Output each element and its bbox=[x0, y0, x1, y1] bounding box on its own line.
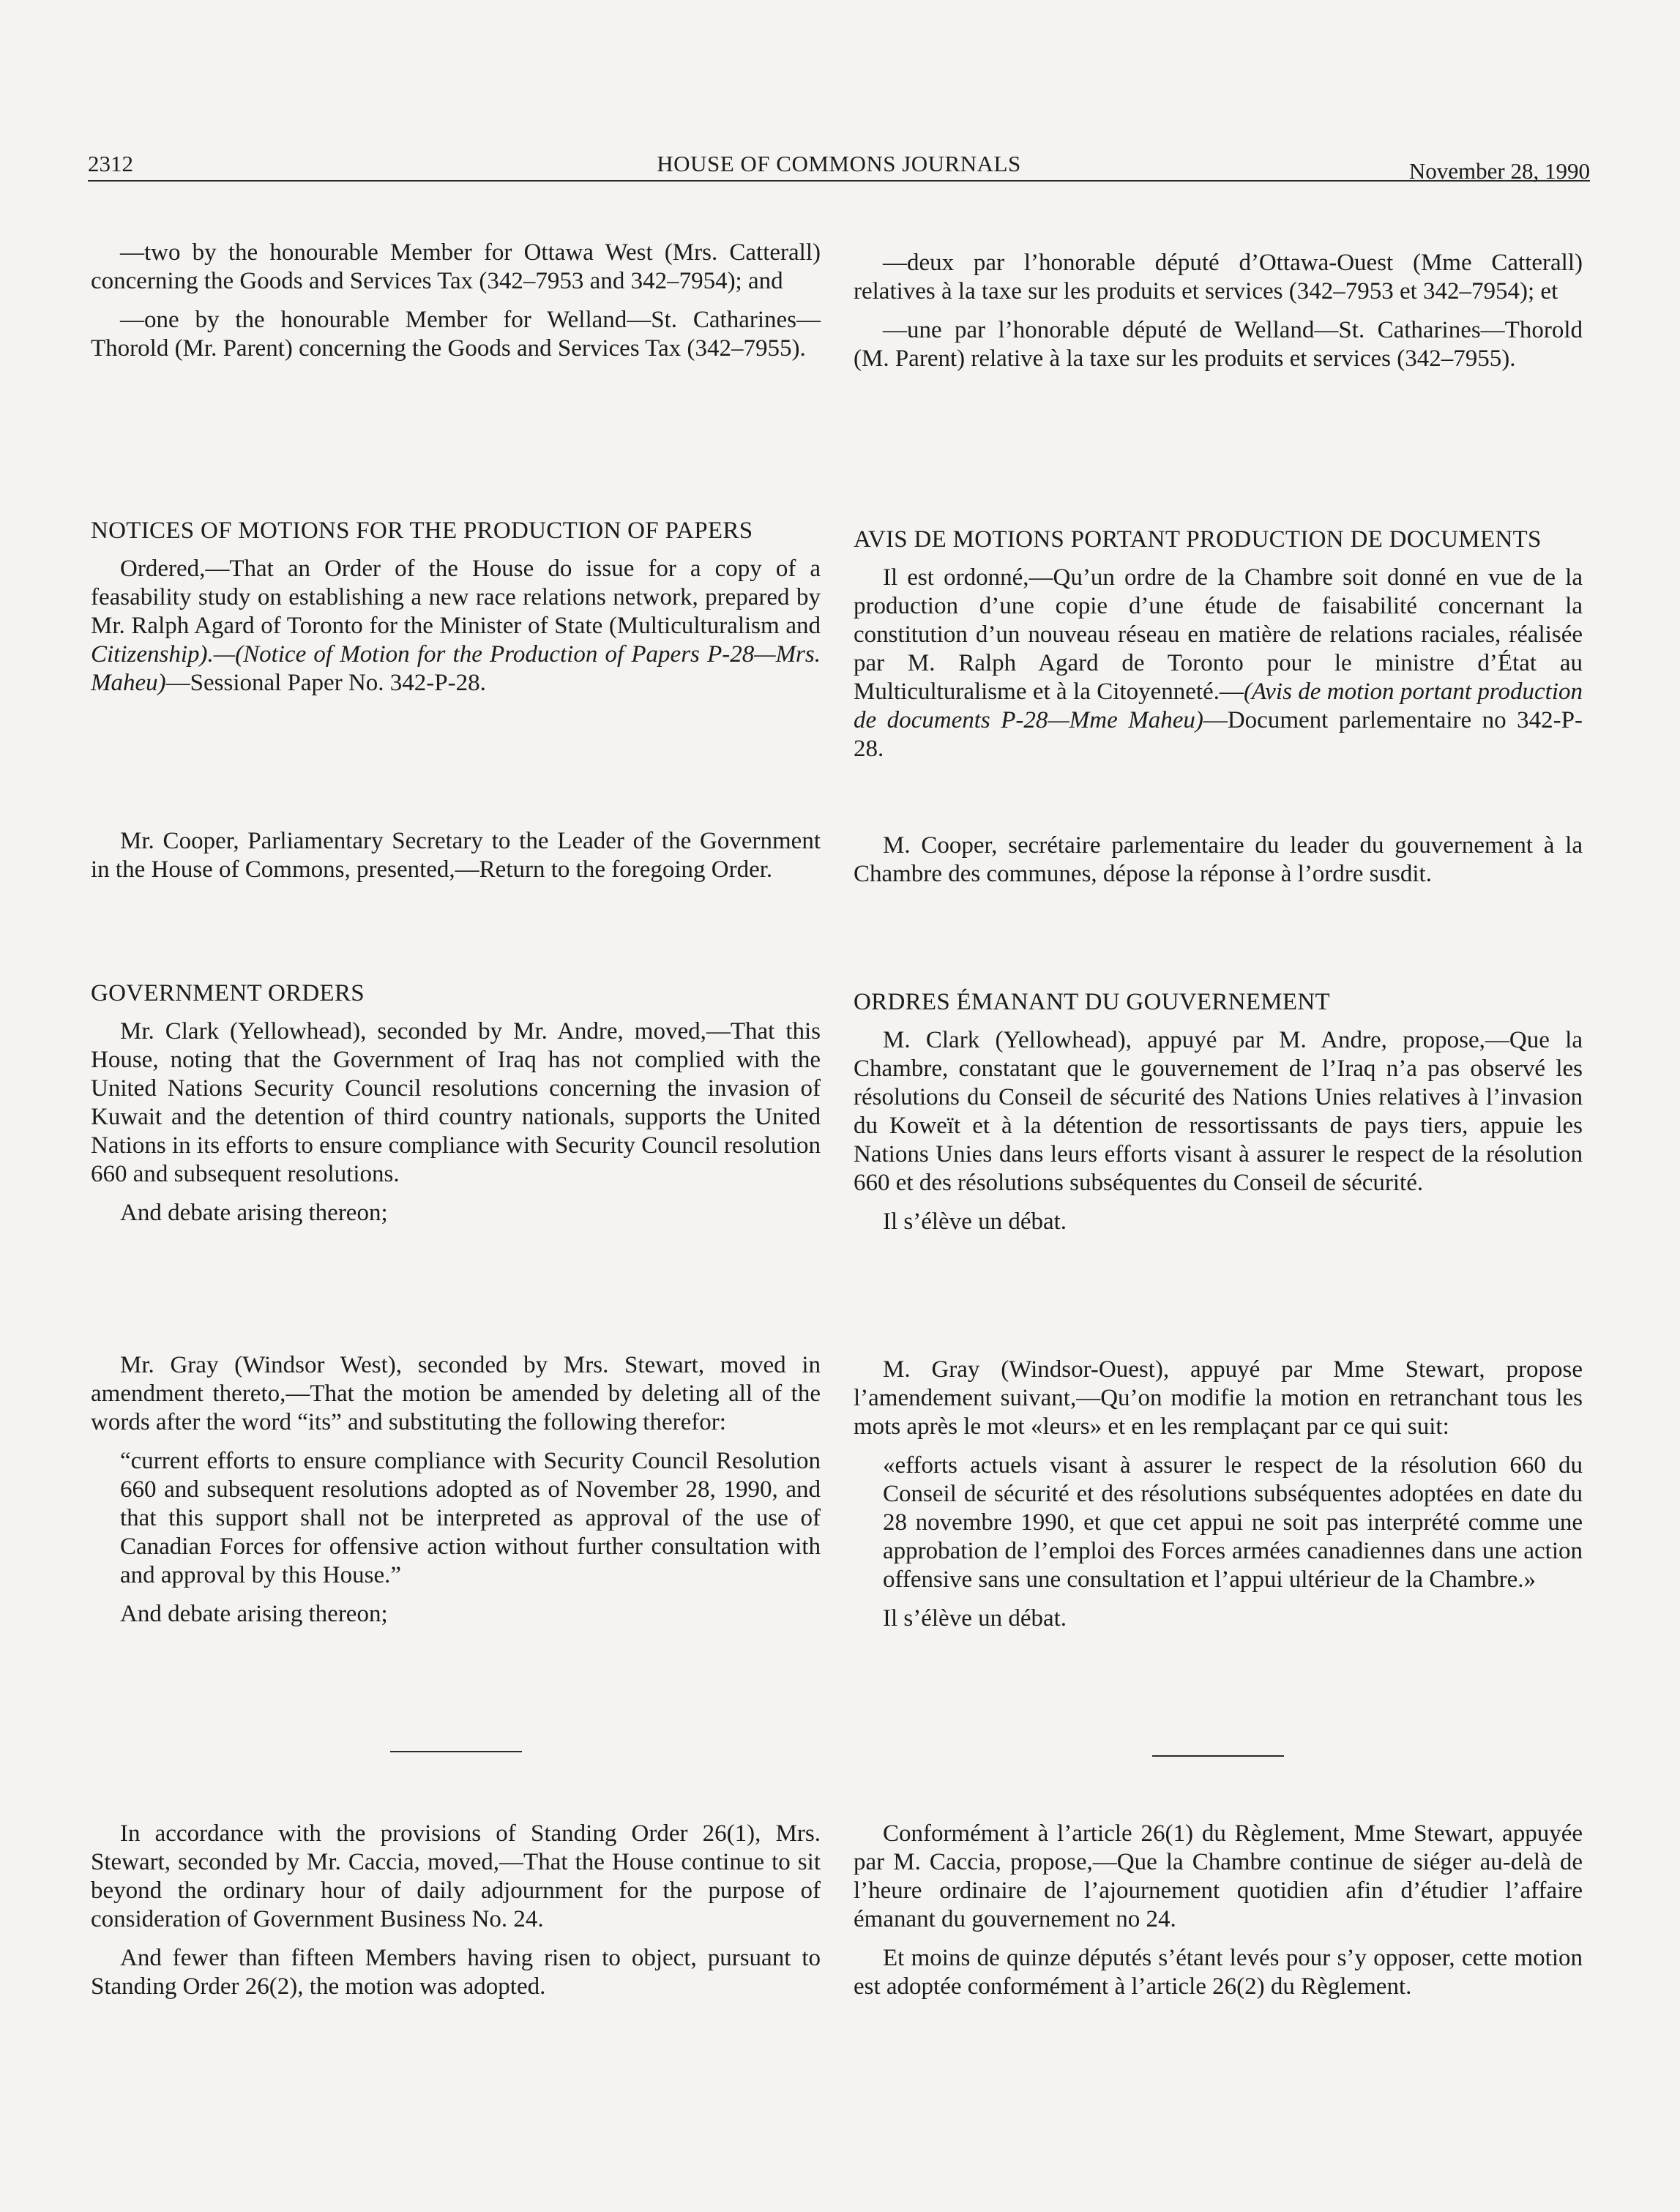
gray-amendment: Mr. Gray (Windsor West), seconded by Mrs. Stewart, moved in amendment thereto,—That the motion be amended by deleting all of the words after the word “its” and substituting the following therefor: bbox=[91, 1352, 821, 1435]
debate-note: Il s’élève un débat. bbox=[883, 1605, 1067, 1632]
standing-order-en bbox=[91, 1820, 821, 2011]
section-heading: NOTICES OF MOTIONS FOR THE PRODUCTION OF PAPERS bbox=[91, 517, 753, 544]
adopted-paragraph: Et moins de quinze députés s’étant levés pour s’y opposer, cette motion est adoptée conformément à l’article 26(2) du Règlement. bbox=[854, 1945, 1583, 2000]
notices-section-en bbox=[91, 517, 821, 708]
cooper-paragraph: Mr. Cooper, Parliamentary Secretary to the Leader of the Government in the House of Commons, presented,—Return to the foregoing Order. bbox=[91, 828, 821, 883]
page-header bbox=[88, 143, 1590, 182]
debate-note: Il s’élève un débat. bbox=[883, 1208, 1067, 1235]
government-orders-fr bbox=[854, 988, 1583, 1247]
cooper-return-en bbox=[91, 827, 821, 894]
ordered-paragraph: Ordered,—That an Order of the House do issue for a copy of a feasability study on establishing a new race relations network, prepared by Mr. Ralph Agard of Toronto for the Minister of State (Multiculturalism and Citizenship).—(Notice of Motion for the Production of Papers P-28—Mrs. Maheu)—Sessional Paper No. 342-P-28. bbox=[91, 556, 821, 696]
clark-motion: Mr. Clark (Yellowhead), seconded by Mr. Andre, moved,—That this House, noting that the Government of Iraq has not complied with the United Nations Security Council resolutions concerning the invasion of Kuwait and the detention of third country nationals, supports the United Nations in its efforts to ensure compliance with Security Council resolution 660 and subsequent resolutions. bbox=[91, 1018, 821, 1187]
page-number: 2312 bbox=[88, 151, 133, 176]
cooper-return-fr bbox=[854, 832, 1583, 899]
gray-amendment-fr bbox=[854, 1356, 1583, 1643]
petition-item: —une par l’honorable député de Welland—St. Catharines—Thorold (M. Parent) relative à la taxe sur les produits et services (342–7955). bbox=[854, 317, 1583, 372]
cooper-paragraph: M. Cooper, secrétaire parlementaire du leader du gouvernement à la Chambre des communes, dépose la réponse à l’ordre susdit. bbox=[854, 832, 1583, 887]
standing-order-paragraph: Conformément à l’article 26(1) du Règlement, Mme Stewart, appuyée par M. Caccia, propose,—Que la Chambre continue de siéger au-delà de l’heure ordinaire de l’ajournement quotidien afin d’étudier l’affaire émanant du gouvernement no 24. bbox=[854, 1820, 1583, 1932]
standing-order-paragraph: In accordance with the provisions of Standing Order 26(1), Mrs. Stewart, seconded by Mr. Caccia, moved,—That the House continue to sit beyond the ordinary hour of daily adjournment for the purpose of consideration of Government Business No. 24. bbox=[91, 1820, 821, 1932]
debate-note: And debate arising thereon; bbox=[120, 1601, 388, 1627]
journal-title: HOUSE OF COMMONS JOURNALS bbox=[657, 151, 1021, 176]
section-divider bbox=[1152, 1755, 1284, 1757]
ordered-paragraph: Il est ordonné,—Qu’un ordre de la Chambre soit donné en vue de la production d’une copie d’une étude de faisabilité concernant la constitution d’un nouveau réseau en matière de relations raciales, réalisée par M. Ralph Agard de Toronto pour le ministre d’État au Multiculturalisme et à la Citoyenneté.—(Avis de motion portant production de documents P-28—Mme Maheu)—Document parlementaire no 342-P-28. bbox=[854, 564, 1583, 762]
gray-amendment-en bbox=[91, 1351, 821, 1639]
government-orders-en bbox=[91, 979, 821, 1238]
section-heading: AVIS DE MOTIONS PORTANT PRODUCTION DE DOCUMENTS bbox=[854, 526, 1542, 553]
debate-note: And debate arising thereon; bbox=[120, 1200, 388, 1226]
section-heading: ORDRES ÉMANANT DU GOUVERNEMENT bbox=[854, 989, 1330, 1015]
section-heading: GOVERNMENT ORDERS bbox=[91, 980, 365, 1006]
standing-order-fr bbox=[854, 1820, 1583, 2011]
petition-item: —one by the honourable Member for Welland—St. Catharines—Thorold (Mr. Parent) concerning the Goods and Services Tax (342–7955). bbox=[91, 307, 821, 362]
gray-amendment: M. Gray (Windsor-Ouest), appuyé par Mme Stewart, propose l’amendement suivant,—Qu’on modifie la motion en retranchant tous les mots après le mot «leurs» et en les remplaçant par ce qui suit: bbox=[854, 1356, 1583, 1440]
petitions-section-fr bbox=[854, 249, 1583, 384]
rule-container bbox=[854, 1755, 1583, 1757]
amendment-quote: «efforts actuels visant à assurer le respect de la résolution 660 du Conseil de sécurité et des résolutions subséquentes adoptées en date du 28 novembre 1990, et que cet appui ne soit pas interprété comme une approbation de l’emploi des Forces armées canadiennes dans une action offensive sans une consultation et l’appui ultérieur de la Chambre.» bbox=[883, 1452, 1583, 1593]
adopted-paragraph: And fewer than fifteen Members having risen to object, pursuant to Standing Order 26(2), the motion was adopted. bbox=[91, 1945, 821, 2000]
clark-motion: M. Clark (Yellowhead), appuyé par M. Andre, propose,—Que la Chambre, constatant que le gouvernement de l’Iraq n’a pas observé les résolutions du Conseil de sécurité des Nations Unies relatives à l’invasion du Koweït et à la détention de ressortissants de pays tiers, appuie les Nations Unies dans leurs efforts visant à assurer le respect de la résolution 660 et des résolutions subséquentes du Conseil de sécurité. bbox=[854, 1027, 1583, 1196]
journal-date: November 28, 1990 bbox=[1408, 158, 1590, 184]
notices-section-fr bbox=[854, 526, 1583, 774]
petition-item: —two by the honourable Member for Ottawa West (Mrs. Catterall) concerning the Goods and Services Tax (342–7953 and 342–7954); and bbox=[91, 239, 821, 294]
petitions-section-en bbox=[91, 239, 821, 373]
amendment-quote: “current efforts to ensure compliance with Security Council Resolution 660 and subsequent resolutions adopted as of November 28, 1990, and that this support shall not be interpreted as approval of the use of Canadian Forces for offensive action without further consultation with and approval by this House.” bbox=[120, 1448, 821, 1588]
section-divider bbox=[390, 1751, 522, 1752]
petition-item: —deux par l’honorable député d’Ottawa-Ouest (Mme Catterall) relatives à la taxe sur les produits et services (342–7953 et 342–7954); et bbox=[854, 250, 1583, 304]
rule-container bbox=[91, 1751, 821, 1752]
